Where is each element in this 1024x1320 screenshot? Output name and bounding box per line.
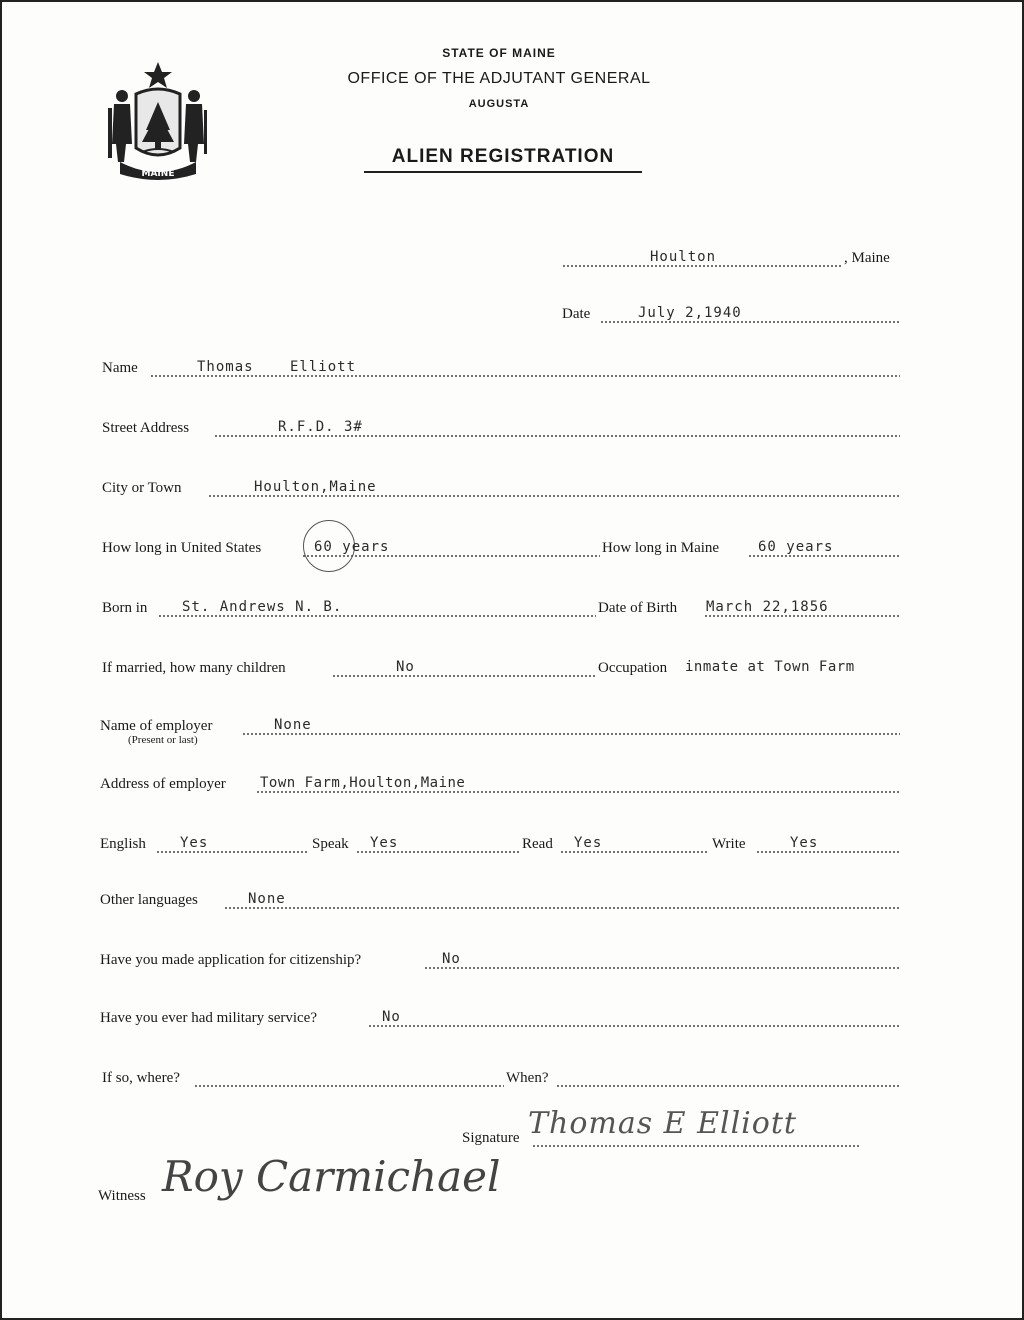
occupation-label: Occupation — [598, 660, 668, 676]
military-value: No — [382, 1009, 401, 1025]
header-city: AUGUSTA — [468, 98, 530, 110]
english-value: Yes — [180, 835, 209, 851]
name-first: Thomas — [197, 359, 254, 375]
date-row — [562, 302, 902, 328]
place-suffix: , Maine — [844, 250, 890, 266]
where-when-row — [102, 1066, 902, 1092]
languages-label: Other languages — [100, 892, 198, 908]
city-label: City or Town — [102, 480, 182, 496]
born-label: Born in — [102, 600, 148, 616]
street-label: Street Address — [102, 420, 190, 436]
city-value: Houlton,Maine — [254, 479, 377, 495]
children-row — [102, 656, 914, 682]
birth-row — [102, 596, 902, 622]
residence-row — [102, 536, 902, 562]
witness-value: Roy Carmichael — [162, 1152, 501, 1201]
speak-label: Speak — [312, 836, 349, 852]
name-label: Name — [102, 360, 138, 376]
employer-address-value: Town Farm,Houlton,Maine — [260, 775, 466, 791]
speak-value: Yes — [370, 835, 399, 851]
read-value: Yes — [574, 835, 603, 851]
signature-label: Signature — [462, 1130, 520, 1146]
name-row — [102, 356, 902, 382]
write-value: Yes — [790, 835, 819, 851]
english-label: English — [100, 836, 146, 852]
date-value: July 2,1940 — [638, 305, 742, 321]
us-value: 60 years — [314, 539, 390, 555]
where-label: If so, where? — [102, 1070, 180, 1086]
dob-label: Date of Birth — [598, 600, 678, 616]
place-value: Houlton — [650, 249, 717, 265]
when-label: When? — [506, 1070, 549, 1086]
header-office: OFFICE OF THE ADJUTANT GENERAL — [347, 70, 651, 87]
write-label: Write — [712, 836, 746, 852]
name-last: Elliott — [290, 359, 357, 375]
place-row — [562, 246, 907, 272]
us-label: How long in United States — [102, 540, 262, 556]
maine-label: How long in Maine — [602, 540, 720, 556]
born-value: St. Andrews N. B. — [182, 599, 343, 615]
military-row — [100, 1006, 902, 1032]
employer-row — [100, 714, 902, 740]
children-value: No — [396, 659, 415, 675]
maine-value: 60 years — [758, 539, 834, 555]
form-title: ALIEN REGISTRATION — [364, 146, 642, 173]
street-value: R.F.D. 3# — [278, 419, 363, 435]
read-label: Read — [522, 836, 553, 852]
employer-value: None — [274, 717, 312, 733]
occupation-value: inmate at Town Farm — [685, 659, 855, 675]
date-label: Date — [562, 306, 591, 322]
employer-address-row — [100, 772, 902, 798]
employer-label: Name of employer — [100, 718, 213, 734]
children-label: If married, how many children — [102, 660, 286, 676]
military-label: Have you ever had military service? — [100, 1010, 317, 1026]
languages-row — [100, 888, 902, 914]
citizenship-row — [100, 948, 902, 974]
header-state: STATE OF MAINE — [442, 46, 556, 60]
signature-value: Thomas E Elliott — [528, 1106, 797, 1141]
languages-value: None — [248, 891, 286, 907]
svg-text:MAINE: MAINE — [141, 169, 175, 179]
citizenship-value: No — [442, 951, 461, 967]
witness-label: Witness — [98, 1188, 146, 1204]
citizenship-label: Have you made application for citizenship? — [100, 952, 362, 968]
dob-value: March 22,1856 — [706, 599, 829, 615]
employer-address-label: Address of employer — [100, 776, 226, 792]
city-row — [102, 476, 902, 502]
street-row — [102, 416, 902, 442]
employer-sublabel: (Present or last) — [128, 734, 198, 746]
language-skills-row — [100, 832, 902, 858]
